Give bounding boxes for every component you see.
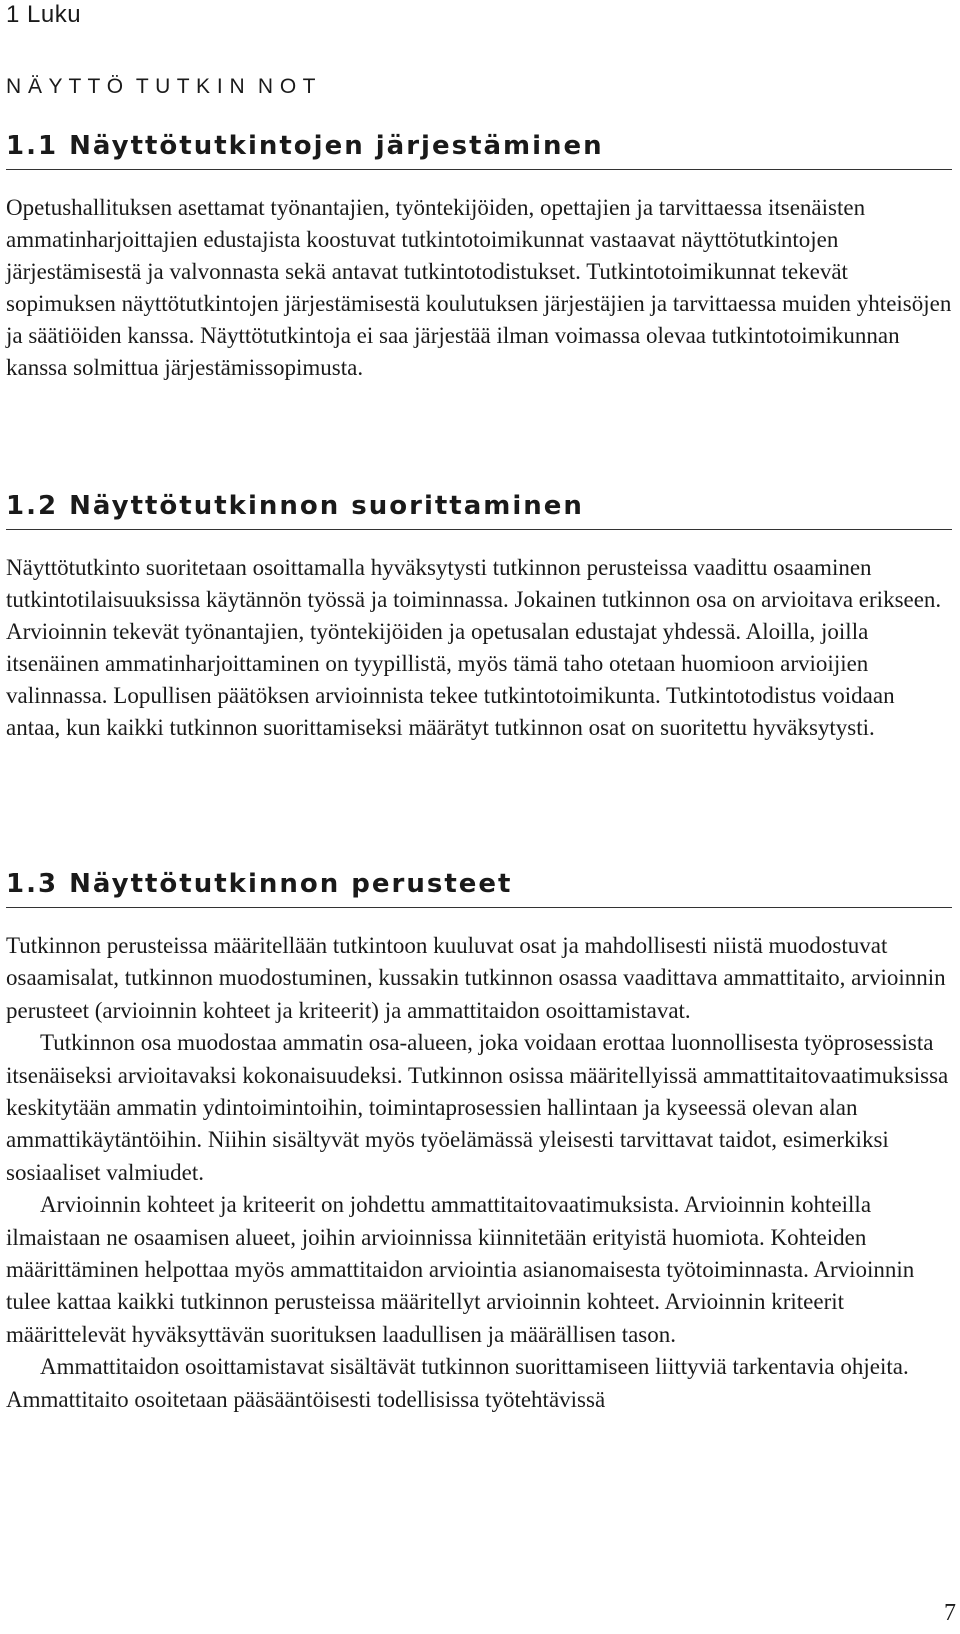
chapter-title: N Ä Y T T Ö T U T K I N N O T (6, 75, 317, 98)
section-heading: 1.3 Näyttötutkinnon perusteet (6, 866, 952, 908)
section-body (6, 930, 952, 1416)
section-1-3 (6, 866, 952, 1416)
paragraph: Opetushallituksen asettamat työnantajien, työntekijöiden, opettajien ja tarvittaessa itsenäisten ammatinharjoittajien edustajista koostuvat tutkintotoimikunnat vastaavat näyttötutkintojen järjestämisestä ja valvonnasta sekä antavat tutkintotodistukset. Tutkintotoimikunnat tekevät sopimuksen näyttötutkintojen järjestämisestä koulutuksen järjestäjien ja tarvittaessa muiden yhteisöjen ja säätiöiden kanssa. Näyttötutkintoja ei saa järjestää ilman voimassa olevaa tutkintotoimikunnan kanssa solmittua järjestämissopimusta. (6, 195, 952, 380)
chapter-label: 1 Luku (6, 1, 82, 28)
paragraph: Arvioinnin kohteet ja kriteerit on johdettu ammattitaitovaatimuksista. Arvioinnin kohteilla ilmaistaan ne osaamisen alueet, joihin arvioinnissa kiinnitetään erityistä huomiota. Kohteiden määrittäminen helpottaa myös ammattitaidon arviointia asianomaisesta työtoiminnasta. Arvioinnin tulee kattaa kaikki tutkinnon perusteissa määritellyt arvioinnin kohteet. Arvioinnin kriteerit määrittelevät hyväksyttävän suorituksen laadullisen ja määrällisen tason. (6, 1192, 915, 1347)
paragraph: Tutkinnon perusteissa määritellään tutkintoon kuuluvat osat ja mahdollisesti niistä muodostuvat osaamisalat, tutkinnon muodostuminen, kussakin tutkinnon osassa vaadittava ammattitaito, arvioinnin perusteet (arvioinnin kohteet ja kriteerit) ja ammattitaidon osoittamistavat. (6, 933, 946, 1023)
section-heading: 1.2 Näyttötutkinnon suorittaminen (6, 488, 952, 530)
page-number: 7 (944, 1600, 956, 1626)
section-heading: 1.1 Näyttötutkintojen järjestäminen (6, 128, 952, 170)
section-body (6, 192, 952, 383)
section-body (6, 552, 952, 743)
paragraph: Tutkinnon osa muodostaa ammatin osa-alueen, joka voidaan erottaa luonnollisesta työprosessista itsenäiseksi arvioitavaksi kokonaisuudeksi. Tutkinnon osissa määritellyissä ammattitaitovaatimuksissa keskitytään ammatin ydintoimintoihin, toimintaprosessien hallintaan ja kyseessä olevan alan ammattikäytäntöihin. Niihin sisältyvät myös työelämässä yleisesti tarvittavat taidot, esimerkiksi sosiaaliset valmiudet. (6, 1030, 949, 1185)
paragraph: Ammattitaidon osoittamistavat sisältävät tutkinnon suorittamiseen liittyviä tarkentavia ohjeita. Ammattitaito osoitetaan pääsääntöisesti todellisissa työtehtävissä (6, 1354, 909, 1412)
paragraph: Näyttötutkinto suoritetaan osoittamalla hyväksytysti tutkinnon perusteissa vaadittu osaaminen tutkintotilaisuuksissa käytännön työssä ja toiminnassa. Jokainen tutkinnon osa on arvioitava erikseen. Arvioinnin tekevät työnantajien, työntekijöiden ja opetusalan edustajat yhdessä. Aloilla, joilla itsenäinen ammatinharjoittaminen on tyypillistä, myös tämä taho otetaan huomioon arvioijien valinnassa. Lopullisen päätöksen arvioinnista tekee tutkintotoimikunta. Tutkintotodistus voidaan antaa, kun kaikki tutkinnon suorittamiseksi määrätyt tutkinnon osat on suoritettu hyväksytysti. (6, 555, 942, 740)
section-1-1 (6, 128, 952, 383)
section-1-2 (6, 488, 952, 743)
